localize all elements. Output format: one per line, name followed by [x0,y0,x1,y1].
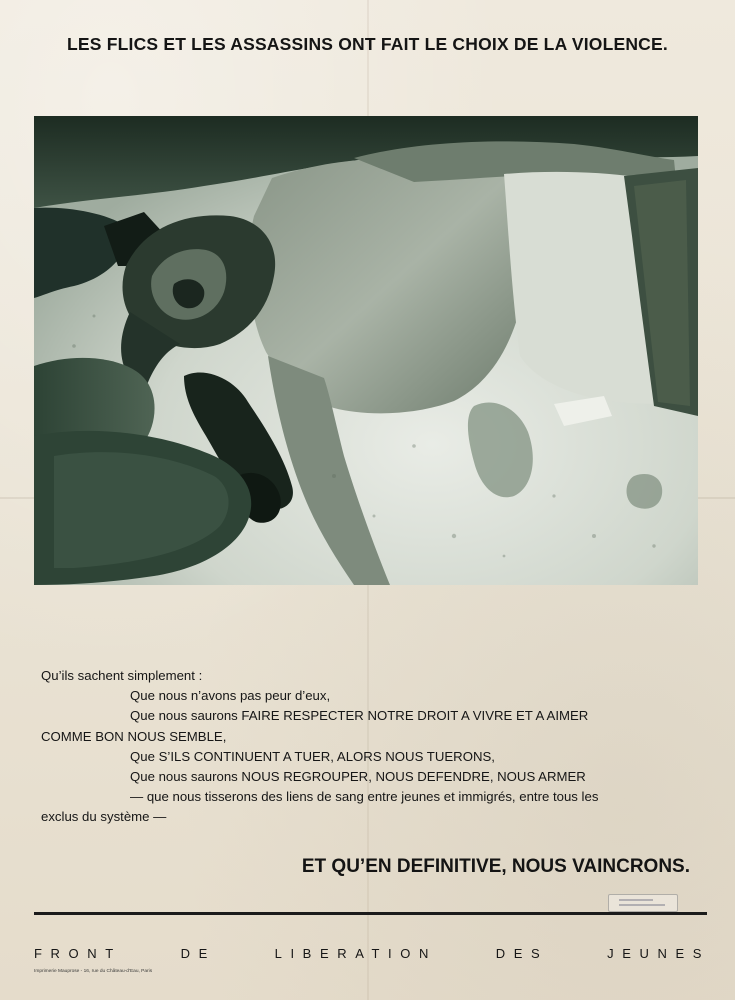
printer-credit: Imprimerie Mauprose - 16, rue du Château-d’Eau, Paris [34,969,153,974]
photograph [34,116,698,585]
manifesto-text [41,666,701,828]
org-word: DE [180,946,216,961]
archive-stamp [608,894,678,912]
manifesto-line: Que nous saurons FAIRE RESPECTER NOTRE DROIT A VIVRE ET A AIMER [130,708,589,724]
headline: LES FLICS ET LES ASSASSINS ONT FAIT LE CHOIX DE LA VIOLENCE. [67,34,668,54]
stamp-mark [619,899,653,901]
manifesto-line: Que nous n’avons pas peur d’eux, [130,688,331,704]
stamp-mark [619,904,665,906]
conclusion-slogan: ET QU’EN DEFINITIVE, NOUS VAINCRONS. [301,856,690,877]
manifesto-line: COMME BON NOUS SEMBLE, [41,728,227,744]
organization-name [34,946,710,961]
org-word: DES [495,946,549,961]
org-word: LIBERATION [274,946,437,961]
org-word: FRONT [34,946,122,961]
divider-rule [34,912,707,915]
manifesto-line: exclus du système — [41,809,167,825]
manifesto-line: Que S’ILS CONTINUENT A TUER, ALORS NOUS TUERONS, [130,748,495,764]
manifesto-line: Que nous saurons NOUS REGROUPER, NOUS DEFENDRE, NOUS ARMER [130,769,586,785]
manifesto-line: — que nous tisserons des liens de sang entre jeunes et immigrés, entre tous les [130,789,599,805]
manifesto-line: Qu’ils sachent simplement : [41,668,203,683]
org-word: JEUNES [607,946,710,961]
